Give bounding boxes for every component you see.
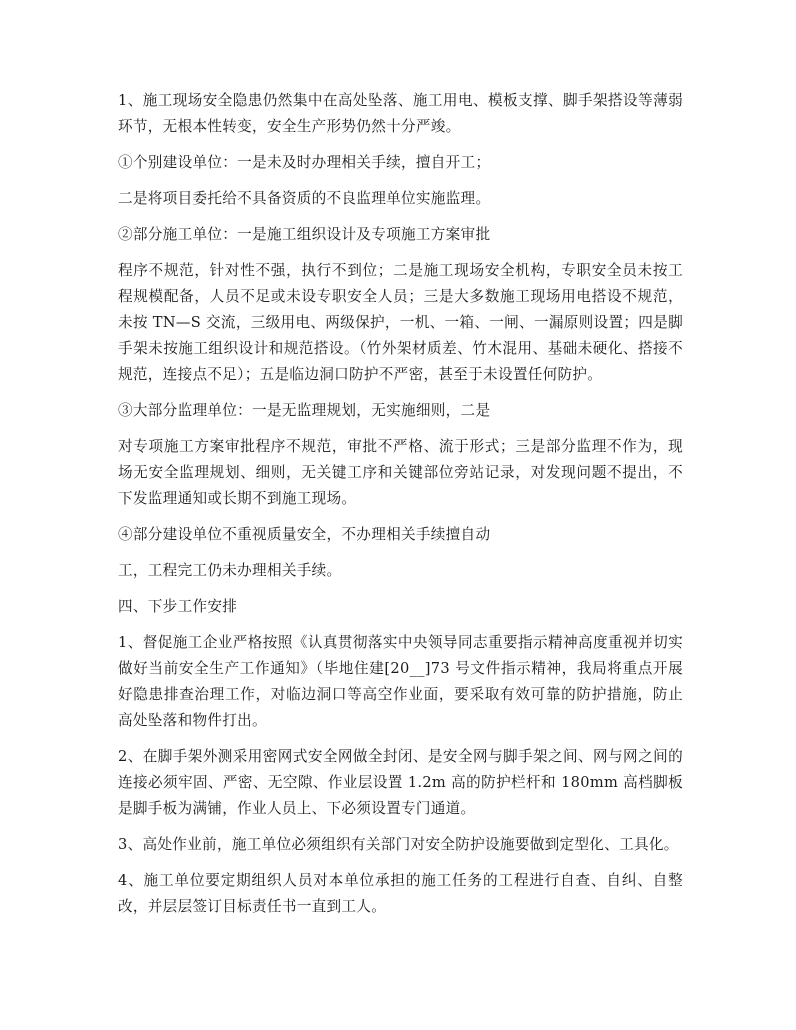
paragraph-12: 2、在脚手架外测采用密网式安全网做全封闭、是安全网与脚手架之间、网与网之间的连接必须牢固、严密、无空隙、作业层设置 1.2m 高的防护栏杆和 180mm 高档脚板是脚手板为满铺，作业人员上、下必须设置专门通道。 — [118, 748, 683, 817]
paragraph-9: 工，工程完工仍未办理相关手续。 — [118, 562, 342, 579]
paragraph-8: ④部分建设单位不重视质量安全，不办理相关手续擅自动 — [118, 526, 491, 543]
paragraph-14: 4、施工单位要定期组织人员对本单位承担的施工任务的工程进行自查、自纠、自整改，并层层签订目标责任书一直到工人。 — [118, 872, 683, 915]
paragraph-7: 对专项施工方案审批程序不规范，审批不严格、流于形式；三是部分监理不作为，现场无安全监理规划、细则，无关键工序和关键部位旁站记录，对发现问题不提出，不下发监理通知或长期不到施工现场。 — [118, 438, 683, 507]
paragraph-6: ③大部分监理单位：一是无监理规划，无实施细则，二是 — [118, 402, 491, 419]
document-body — [118, 88, 683, 930]
paragraph-2: ①个别建设单位：一是未及时办理相关手续，擅自开工； — [118, 154, 491, 171]
section-heading: 四、下步工作安排 — [118, 598, 238, 615]
paragraph-5: 程序不规范，针对性不强，执行不到位；二是施工现场安全机构，专职安全员未按工程规模配备，人员不足或未设专职安全人员；三是大多数施工现场用电搭设不规范，未按 TN—S 交流，三级用电、两级保护，一机、一箱、一闸、一漏原则设置；四是脚手架未按施工组织设计和规范搭设。（竹外架材质差、竹木混用、基础未硬化、搭接不规范，连接点不足）；五是临边洞口防护不严密，甚至于未设置任何防护。 — [118, 262, 683, 383]
paragraph-4: ②部分施工单位：一是施工组织设计及专项施工方案审批 — [118, 226, 491, 243]
paragraph-3: 二是将项目委托给不具备资质的不良监理单位实施监理。 — [118, 190, 491, 207]
paragraph-13: 3、高处作业前，施工单位必须组织有关部门对安全防护设施要做到定型化、工具化。 — [118, 836, 679, 853]
paragraph-11: 1、督促施工企业严格按照《认真贯彻落实中央领导同志重要指示精神高度重视并切实做好当前安全生产工作通知》（毕地住建[20__]73 号文件指示精神，我局将重点开展好隐患排查治理工作，对临边洞口等高空作业面，要采取有效可靠的防护措施，防止高处坠落和物件打出。 — [118, 634, 683, 729]
paragraph-1: 1、施工现场安全隐患仍然集中在高处坠落、施工用电、模板支撑、脚手架搭设等薄弱环节，无根本性转变，安全生产形势仍然十分严竣。 — [118, 92, 683, 135]
